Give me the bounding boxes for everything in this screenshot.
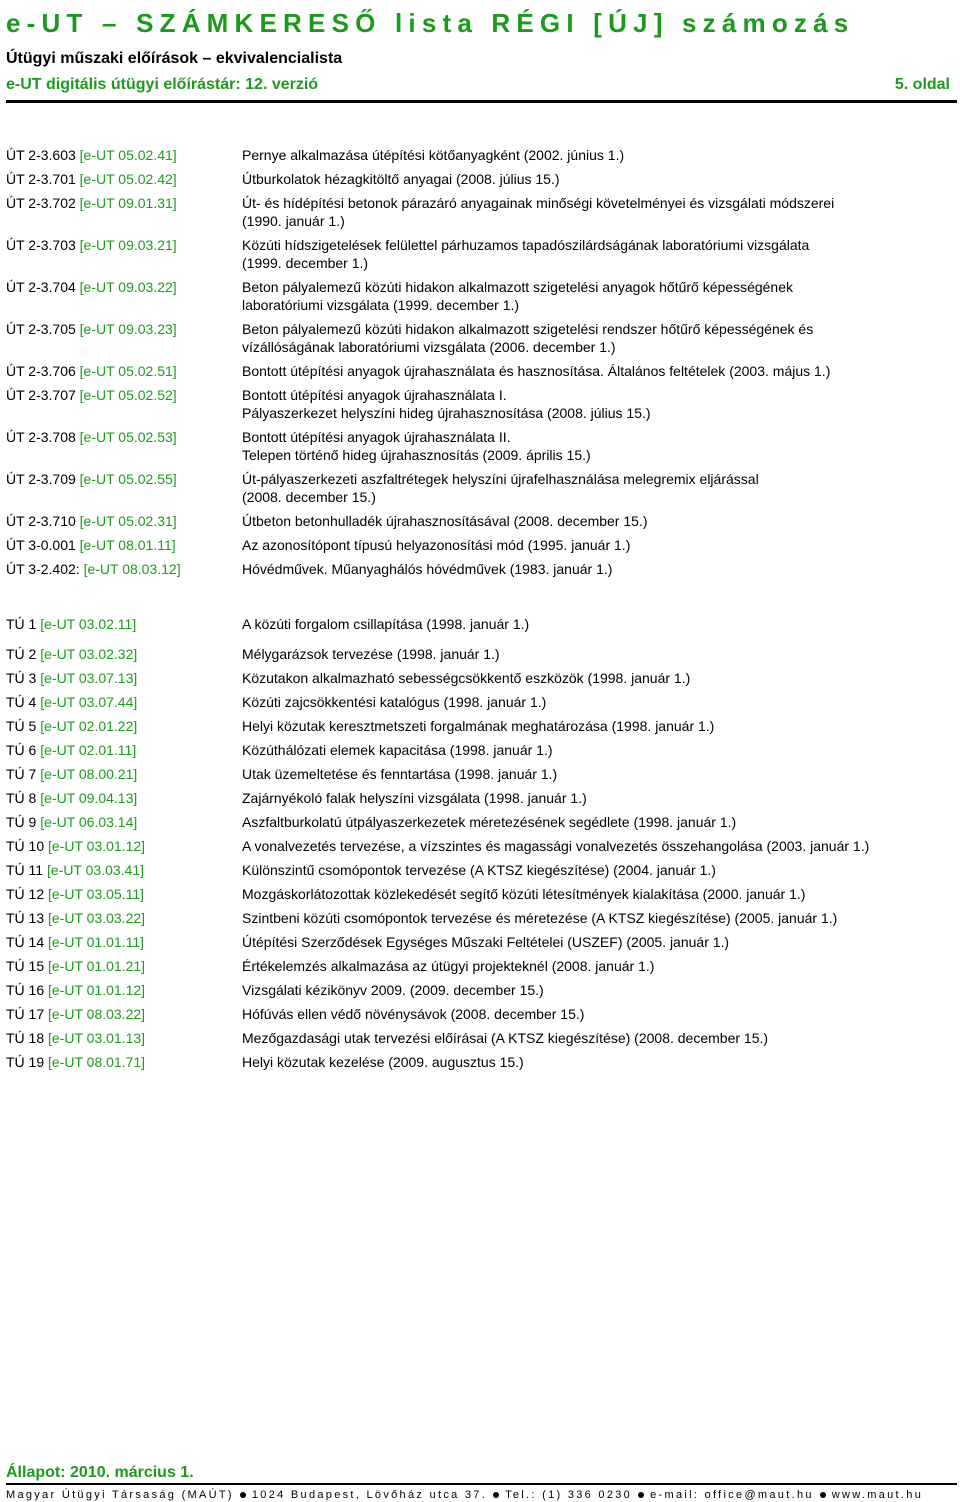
ut-entry-row [6,146,956,164]
description-line: (1990. január 1.) [242,213,345,229]
old-code: TÚ 18 [6,1030,45,1046]
entry-description: Hófúvás ellen védő növénysávok (2008. december 15.) [242,1006,585,1022]
new-code: [e-UT 09.03.23] [79,321,177,337]
tu-entry-row [6,1053,956,1071]
entry-description: Különszintű csomópontok tervezése (A KTSZ kiegészítése) (2004. január 1.) [242,862,716,878]
entry-code [6,146,242,164]
tu-entry-row [6,933,956,951]
ut-entry-row [6,512,956,530]
entry-description: Helyi közutak kezelése (2009. augusztus 15.) [242,1054,524,1070]
old-code: TÚ 19 [6,1054,45,1070]
description-line: Az azonosítópont típusú helyazonosítási mód (1995. január 1.) [242,537,631,553]
old-code: ÚT 2-3.706 [6,363,76,379]
new-code: [e-UT 05.02.51] [79,363,177,379]
ut-entry-row [6,194,956,230]
entry-description [242,236,956,272]
entry-description [242,320,956,356]
old-code: TÚ 7 [6,766,37,782]
old-code: TÚ 10 [6,838,45,854]
tu-entry-row [6,861,956,879]
old-code: ÚT 2-3.705 [6,321,76,337]
old-code: ÚT 2-3.708 [6,429,76,445]
entry-description: Értékelemzés alkalmazása az útügyi projekteknél (2008. január 1.) [242,958,655,974]
organization-name: Magyar Útügyi Társaság (MAÚT) [6,1489,234,1501]
ut-entry-row [6,470,956,506]
new-code: [e-UT 03.07.13] [40,670,138,686]
old-code: TÚ 14 [6,934,45,950]
description-line: Út- és hídépítési betonok párazáró anyagainak minőségi követelményei és vizsgálati módszerei [242,195,835,211]
ut-entry-row [6,278,956,314]
entry-code [6,362,242,380]
entry-code [6,789,242,807]
ut-entry-row [6,536,956,554]
old-code: ÚT 2-3.703 [6,237,76,253]
new-code: [e-UT 03.03.41] [46,862,145,878]
old-code: TÚ 12 [6,886,45,902]
entry-description [242,386,956,422]
entry-description: Mezőgazdasági utak tervezési előírásai (A KTSZ kiegészítése) (2008. december 15.) [242,1030,769,1046]
catalog-version: e-UT digitális útügyi előírástár: 12. verzió [6,76,319,93]
status-date: Állapot: 2010. március 1. [6,1464,194,1481]
entry-description: Mozgáskorlátozottak közlekedését segítő közúti létesítmények kialakítása (2000. január 1.) [242,886,806,902]
old-code: TÚ 8 [6,790,37,806]
old-code: ÚT 2-3.701 [6,171,76,187]
bullet-icon [820,1492,826,1498]
description-line: Pernye alkalmazása útépítési kötőanyagként (2002. június 1.) [242,147,625,163]
entry-code [6,560,242,578]
entry-code [6,837,242,855]
new-code: [e-UT 03.01.13] [48,1030,146,1046]
old-code: ÚT 3-2.402: [6,561,80,577]
description-line: laboratóriumi vizsgálata (1999. december 1.) [242,297,520,313]
tu-entry-row [6,957,956,975]
entry-code [6,1005,242,1023]
old-code: TÚ 1 [6,616,37,632]
entry-code [6,741,242,759]
new-code: [e-UT 09.03.22] [79,279,177,295]
entry-code [6,170,242,188]
footer-divider [6,1483,957,1485]
old-code: TÚ 13 [6,910,45,926]
document-title: e-UT – SZÁMKERESŐ lista RÉGI [ÚJ] számozás [6,8,855,38]
entry-description [242,194,956,230]
new-code: [e-UT 05.02.55] [79,471,177,487]
tu-entry-row [6,615,956,633]
old-code: ÚT 2-3.709 [6,471,76,487]
tu-entry-row [6,909,956,927]
document-subtitle: Útügyi műszaki előírások – ekvivalencialista [6,50,343,67]
old-code: TÚ 17 [6,1006,45,1022]
entry-description [242,560,956,578]
description-line: (2008. december 15.) [242,489,376,505]
entry-description [242,362,956,380]
entry-code [6,615,242,633]
old-code: TÚ 2 [6,646,37,662]
tu-entry-row [6,981,956,999]
new-code: [e-UT 05.02.31] [79,513,177,529]
entry-description [242,146,956,164]
tu-entry-row [6,837,956,855]
new-code: [e-UT 03.01.12] [48,838,146,854]
ut-standards-list [6,146,956,584]
entry-description: A közúti forgalom csillapítása (1998. január 1.) [242,616,530,632]
new-code: [e-UT 09.03.21] [79,237,177,253]
tu-entry-row [6,741,956,759]
entry-code [6,765,242,783]
new-code: [e-UT 03.03.22] [48,910,146,926]
tu-entry-row [6,885,956,903]
entry-description [242,470,956,506]
old-code: ÚT 2-3.704 [6,279,76,295]
description-line: Hóvédművek. Műanyaghálós hóvédművek (1983. január 1.) [242,561,613,577]
entry-description [242,512,956,530]
entry-code [6,470,242,506]
entry-description: Zajárnyékoló falak helyszíni vizsgálata (1998. január 1.) [242,790,587,806]
tu-entry-row [6,669,956,687]
ut-entry-row [6,362,956,380]
new-code: [e-UT 03.05.11] [48,886,144,902]
description-line: Út-pályaszerkezeti aszfaltrétegek helyszíni újrafelhasználása melegremix eljárással [242,471,759,487]
entry-description: Szintbeni közúti csomópontok tervezése és méretezése (A KTSZ kiegészítése) (2005. január 1.) [242,910,838,926]
address: 1024 Budapest, Lövőház utca 37. [251,1489,488,1501]
new-code: [e-UT 05.02.41] [79,147,177,163]
page-header [6,6,956,95]
description-line: Bontott útépítési anyagok újrahasználata és hasznosítása. Általános feltételek (2003. május 1.) [242,363,831,379]
entry-description: Közúthálózati elemek kapacitása (1998. január 1.) [242,742,553,758]
new-code: [e-UT 05.02.42] [79,171,177,187]
description-line: Útburkolatok hézagkitöltő anyagai (2008. július 15.) [242,171,560,187]
entry-code [6,1029,242,1047]
tu-entry-row [6,765,956,783]
entry-description: Aszfaltburkolatú útpályaszerkezetek méretezésének segédlete (1998. január 1.) [242,814,737,830]
entry-description [242,170,956,188]
tu-entry-row [6,1005,956,1023]
new-code: [e-UT 02.01.22] [40,718,138,734]
email: e-mail: office@maut.hu [650,1489,814,1501]
description-line: Bontott útépítési anyagok újrahasználata II. [242,429,511,445]
old-code: ÚT 3-0.001 [6,537,76,553]
entry-description: Mélygarázsok tervezése (1998. január 1.) [242,646,500,662]
entry-code [6,1053,242,1071]
entry-code [6,981,242,999]
description-line: Beton pályalemezű közúti hidakon alkalmazott szigetelési rendszer hőtűrő képességének és [242,321,814,337]
description-line: Bontott útépítési anyagok újrahasználata I. [242,387,507,403]
entry-code [6,236,242,272]
entry-code [6,957,242,975]
old-code: TÚ 6 [6,742,37,758]
entry-description: A vonalvezetés tervezése, a vízszintes és magassági vonalvezetés összehangolása (2003. január 1.) [242,838,870,854]
old-code: ÚT 2-3.603 [6,147,76,163]
old-code: ÚT 2-3.710 [6,513,76,529]
new-code: [e-UT 05.02.53] [79,429,177,445]
entry-code [6,428,242,464]
old-code: TÚ 15 [6,958,45,974]
description-line: Közúti hídszigetelések felülettel párhuzamos tapadószilárdságának laboratóriumi vizsgálata [242,237,810,253]
entry-code [6,669,242,687]
ut-entry-row [6,560,956,578]
tu-entry-row [6,1029,956,1047]
ut-entry-row [6,386,956,422]
page-footer [6,1463,956,1502]
old-code: TÚ 3 [6,670,37,686]
new-code: [e-UT 09.01.31] [79,195,177,211]
entry-description [242,536,956,554]
entry-code [6,512,242,530]
old-code: TÚ 5 [6,718,37,734]
new-code: [e-UT 06.03.14] [40,814,138,830]
old-code: TÚ 9 [6,814,37,830]
entry-code [6,536,242,554]
new-code: [e-UT 08.00.21] [40,766,138,782]
new-code: [e-UT 02.01.11] [40,742,137,758]
entry-description [242,278,956,314]
entry-description: Közúti zajcsökkentési katalógus (1998. január 1.) [242,694,547,710]
new-code: [e-UT 03.02.32] [40,646,138,662]
catalog-line [6,75,956,95]
entry-description: Útépítési Szerződések Egységes Műszaki Feltételei (USZEF) (2005. január 1.) [242,934,730,950]
entry-description [242,428,956,464]
entry-description: Helyi közutak keresztmetszeti forgalmának meghatározása (1998. január 1.) [242,718,715,734]
entry-code [6,861,242,879]
bullet-icon [240,1492,246,1498]
new-code: [e-UT 08.01.71] [48,1054,146,1070]
new-code: [e-UT 03.07.44] [40,694,138,710]
tu-entry-row [6,645,956,663]
tu-entry-row [6,813,956,831]
entry-description: Utak üzemeltetése és fenntartása (1998. január 1.) [242,766,558,782]
ut-entry-row [6,428,956,464]
entry-code [6,933,242,951]
description-line: (1999. december 1.) [242,255,369,271]
tu-entry-row [6,693,956,711]
new-code: [e-UT 01.01.12] [48,982,146,998]
entry-code [6,278,242,314]
entry-code [6,645,242,663]
old-code: TÚ 16 [6,982,45,998]
new-code: [e-UT 08.03.22] [48,1006,146,1022]
bullet-icon [493,1492,499,1498]
entry-description: Vizsgálati kézikönyv 2009. (2009. december 15.) [242,982,544,998]
ut-entry-row [6,170,956,188]
new-code: [e-UT 01.01.21] [48,958,146,974]
ut-entry-row [6,236,956,272]
phone: Tel.: (1) 336 0230 [505,1489,633,1501]
website: www.maut.hu [831,1489,924,1501]
entry-code [6,909,242,927]
header-divider [6,100,957,103]
old-code: ÚT 2-3.702 [6,195,76,211]
description-line: vízállóságának laboratóriumi vizsgálata (2006. december 1.) [242,339,616,355]
old-code: TÚ 4 [6,694,37,710]
new-code: [e-UT 03.02.11] [40,616,137,632]
description-line: Telepen történő hideg újrahasznosítás (2009. április 15.) [242,447,591,463]
new-code: [e-UT 09.04.13] [40,790,138,806]
old-code: ÚT 2-3.707 [6,387,76,403]
tu-entry-row [6,789,956,807]
entry-code [6,693,242,711]
new-code: [e-UT 08.01.11] [79,537,176,553]
entry-code [6,885,242,903]
old-code: TÚ 11 [6,862,44,878]
entry-code [6,813,242,831]
tu-standards-list [6,615,956,1077]
new-code: [e-UT 05.02.52] [79,387,177,403]
entry-code [6,386,242,422]
ut-entry-row [6,320,956,356]
entry-code [6,320,242,356]
new-code: [e-UT 01.01.11] [48,934,144,950]
description-line: Útbeton betonhulladék újrahasznosításával (2008. december 15.) [242,513,648,529]
entry-description: Közutakon alkalmazható sebességcsökkentő eszközök (1998. január 1.) [242,670,691,686]
tu-entry-row [6,717,956,735]
entry-code [6,717,242,735]
description-line: Beton pályalemezű közúti hidakon alkalmazott szigetelési anyagok hőtűrő képességének [242,279,794,295]
new-code: [e-UT 08.03.12] [83,561,181,577]
page-number: 5. oldal [894,76,950,93]
entry-code [6,194,242,230]
bullet-icon [638,1492,644,1498]
description-line: Pályaszerkezet helyszíni hideg újrahasznosítása (2008. július 15.) [242,405,651,421]
